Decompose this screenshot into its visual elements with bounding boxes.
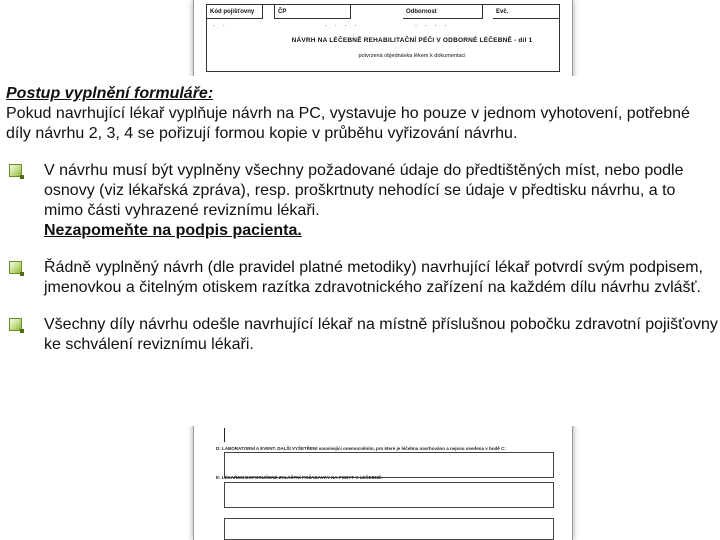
section-e-box xyxy=(224,482,554,508)
specialty-field: Odbornost xyxy=(403,5,483,19)
list-item-text: Všechny díly návrhu odešle navrhující lékař na místně příslušnou pobočku zdravotní pojišťovny ke schválení reviznímu lékaři. xyxy=(44,316,718,353)
checkbox-bullet-icon xyxy=(9,261,22,274)
section-f-box xyxy=(224,518,554,540)
list-item xyxy=(6,258,718,298)
instructions-heading: Postup vyplnění formuláře: xyxy=(6,85,214,102)
record-number-field: Evč. xyxy=(493,5,559,19)
insurer-code-field: Kód pojišťovny xyxy=(207,5,263,19)
cp-field: ČP xyxy=(275,5,351,19)
list-item xyxy=(6,161,718,241)
form-header xyxy=(206,4,560,72)
text-cursor xyxy=(224,428,225,442)
code-dots: . . xyxy=(213,21,228,28)
instructions-panel xyxy=(0,76,720,426)
section-e-label: E: LÉKAŘEM DOPORUČENÉ ZVLÁŠTNÍ POŽADAVKY NA POBYT V LÉČEBNĚ: xyxy=(216,475,383,480)
instructions-intro: Pokud navrhující lékař vyplňuje návrh na PC, vystavuje ho pouze v jednom vyhotovení, potřebné díly návrhu 2, 3, 4 se pořizují formou kopie v průběhu vyřizování návrhu. xyxy=(6,105,690,142)
form-header-spacer xyxy=(263,5,275,19)
specialty-dots: . . . . xyxy=(415,21,450,28)
form-lower-sections xyxy=(206,428,558,540)
form-title: NÁVRH NA LÉČEBNĚ REHABILITAČNÍ PÉČI V ODBORNÉ LÉČEBNĚ - díl 1 xyxy=(291,37,533,44)
section-d-label: D: LABORATORNÍ A EVENT. DALŠÍ VYŠETŘENÍ související onemocněním, pro které je léčebna navrhováno a nejsou uvedena v bodě C: xyxy=(216,446,506,451)
list-item xyxy=(6,315,718,355)
patient-signature-reminder: Nezapomeňte na podpis pacienta. xyxy=(44,222,302,239)
cp-dots: . . . . xyxy=(325,21,360,28)
list-item-text: V návrhu musí být vyplněny všechny požadované údaje do předtištěných míst, nebo podle osnovy (viz lékařská zpráva), resp. proškrtnuty nehodící se údaje v předtisku návrhu, a to mimo části vyhrazené reviznímu lékaři. xyxy=(44,162,684,219)
checkbox-bullet-icon xyxy=(9,318,22,331)
list-item-text: Řádně vyplněný návrh (dle pravidel platné metodiky) navrhující lékař potvrdí svým podpisem, jmenovkou a čitelným otiskem razítka zdravotnického zařízení na každém dílu návrhu zvlášť. xyxy=(44,259,703,296)
checkbox-bullet-icon xyxy=(9,164,22,177)
form-subtitle: potvrzená objednávka lékem k dokumentaci xyxy=(358,53,466,59)
